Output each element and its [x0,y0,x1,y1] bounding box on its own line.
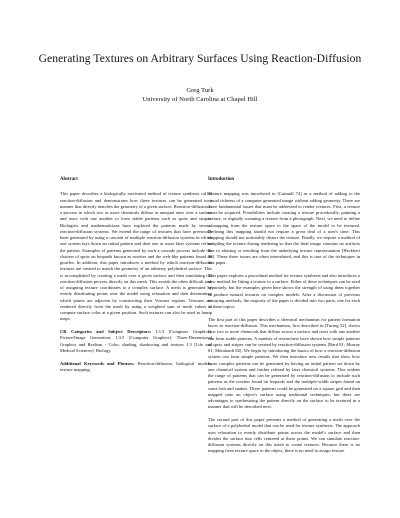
keywords-block [60,361,212,374]
intro-paragraph: The second part of this paper presents a method of generating a mesh over the surface of a polyhedral model that can be used for texture synthesis. The approach uses relaxation to evenly distribute points across the model's surface and then divides the surface into cells centered at these points. We can simulate reaction-diffusion systems directly on this mesh to create textures. Because there is no mapping from texture space to the object, there is no need to assign texture [208,417,360,454]
introduction-heading: Introduction [208,177,235,182]
ccs-text: I.3.3 [Computer Graphics]: Picture/Image Generation; I.3.5 [Computer Graphics]: Three-Dimensional Graphics and Realism - Color, shading, shadowing and texture; J.3 [Life and Medical Sciences]: Biology. [60,329,213,353]
intro-paragraph: The first part of this paper describes a chemical mechanism for pattern formation know as reaction-diffusion. This mechanism, first described in [Turing 52], shows how two or more chemicals that diffuse across a surface and react with one another can form stable patterns. A number of researchers have shown how simple patterns of spots and stripes can be created by reaction-diffusion systems [Bard 81; Murray 81; Meinhardt 82]. We begin by introducing the basics of how a reaction-diffusion system can form simple patterns. We then introduce new results that show how more complex patterns can be generated by having an initial pattern set down by one chemical system and further refined by later chemical systems. This widens the range of patterns that can be generated by reaction-diffusion to include such patterns as the rosettes found on leopards and the multiple-width stripes found on some fish and snakes. These patterns could be generated on a square grid and then mapped onto an object's surface using traditional techniques, but there are advantages to synthesizing the pattern directly on the surface to be textured in a manner that will be described next. [208,316,360,410]
keywords-label: Additional Keywords and Phrases: [60,360,135,366]
keywords-text: Reaction-diffusion, biological models, texture mapping. [60,360,212,372]
intro-paragraph: Texture mapping was introduced in [Catmull 74] as a method of adding to the visual richness of a computer generated image without adding geometry. There are three fundamental issues that must be addressed to render textures. First, a texture must be acquired. Possibilities include creating a texture procedurally, painting a texture, or digitally scanning a texture from a photograph. Next, we need to define a mapping from the texture space to the space of the model to be textured. Defining this mapping should not require a great deal of a user's time. This mapping should not noticeably distort the texture. Finally, we require a method of sampling the texture during rendering so that the final image contains no artifacts due to aliasing or resulting from the underlying texture representation [Heckbert 89]. These three issues are often interrelated, and this is true of the techniques in this paper. [208,191,360,265]
left-column [60,177,212,373]
abstract-heading: Abstract [60,177,78,182]
intro-paragraph: This paper explores a procedural method for texture synthesis and also introduces a new method for fitting a texture to a surface. Either of these techniques can be used separately, but the examples given here shows the strength of using them together to produce natural textures on complex models. After a discussion of previous texturing methods, the majority of the paper is divided into two parts, one for each of these topics. [208,272,360,309]
author-block [0,87,400,104]
paper-title: Generating Textures on Arbitrary Surfaces Using Reaction-Diffusion [38,52,362,65]
author-affiliation: University of North Carolina at Chapel Hill [142,95,258,103]
ccs-block [60,329,212,354]
ccs-label: CR Categories and Subject Descriptors: [60,329,152,334]
author-name: Greg Turk [186,87,214,94]
abstract-text: This paper describes a biologically motivated method of texture synthesis called reaction-diffusion and demonstrates how these textures can be generated in a manner that directly matches the geometry of a given surface. Reaction-diffusion is a process in which two or more chemicals diffuse at unequal rates over a surface and react with one another to form stable patterns such as spots and stripes. Biologists and mathematicians have explored the patterns made by several reaction-diffusion systems. We extend the range of textures that have previously been generated by using a cascade of multiple reaction-diffusion systems in which one system lays down an initial pattern and then one or more later systems refine the pattern. Examples of patterns generated by such a cascade process include the clusters of spots on leopards known as rosettes and the web-like patterns found on giraffes. In addition, this paper introduces a method by which reaction-diffusion textures are created to match the geometry of an arbitrary polyhedral surface. This is accomplished by creating a mesh over a given surface and then simulating the reaction-diffusion process directly on this mesh. This avoids the often difficult task of assigning texture coordinates to a complex surface. A mesh is generated by evenly distributing points over the model using relaxation and then determining which points are adjacent by constructing their Voronoi regions. Textures are rendered directly from the mesh by using a weighted sum of mesh values to compute surface color at a given position. Such textures can also be used as bump maps. [60,191,212,322]
right-column [208,177,360,461]
